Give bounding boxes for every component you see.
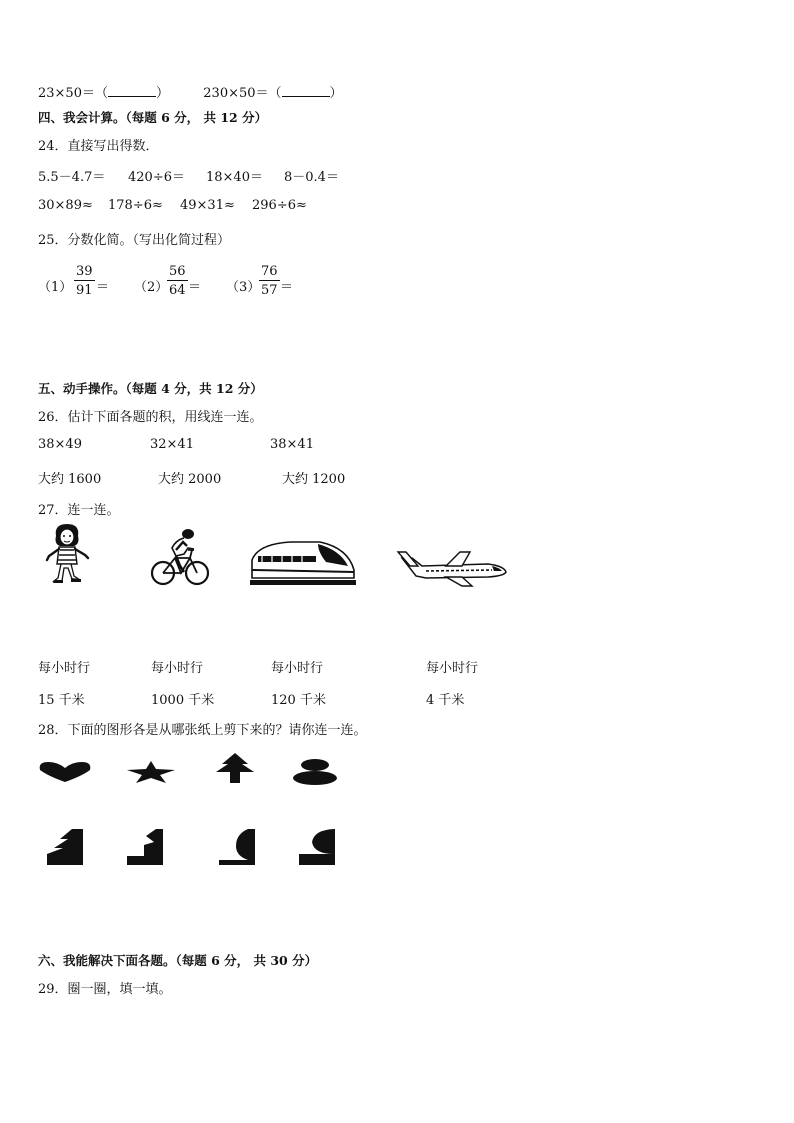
section5-title: 五、动手操作。（每题 4 分，共 12 分） (38, 381, 263, 396)
heart-icon (38, 760, 92, 784)
high-speed-train-icon (248, 538, 358, 588)
q27-speed-label-2: 每小时行 (151, 661, 204, 676)
q23b-expr: 230×50＝（ (203, 86, 282, 101)
section4-title: 四、我会计算。（每题 6 分， 共 12 分） (38, 110, 268, 125)
q24-r2-c3: 49×31≈ (180, 198, 235, 213)
q23b-blank[interactable] (282, 84, 330, 97)
paper-cut-2[interactable] (126, 828, 164, 866)
q25-item2-fraction: $\frac{56}{64}$ (169, 264, 186, 298)
q25-stem: 25．分数化简。（写出化简过程） (38, 233, 231, 248)
q24-r1-c1: 5.5－4.7＝ (38, 170, 106, 185)
q24-r2-c1: 30×89≈ (38, 198, 93, 213)
q27-stem: 27．连一连。 (38, 503, 120, 518)
q23-line: 23×50＝（ ） 230×50＝（ ） (38, 86, 343, 101)
q27-speed-3: 120 千米 (271, 693, 326, 708)
q27-speed-label-3: 每小时行 (271, 661, 324, 676)
q25-item3-label: （3） (226, 280, 261, 295)
q26-answer-1: 大约 1600 (38, 472, 102, 487)
q25-item2-label: （2） (134, 280, 169, 295)
q25-item1-eq: ＝ (96, 280, 110, 295)
q26-expr-1: 38×49 (38, 437, 82, 452)
q24-r1-c4: 8－0.4＝ (284, 170, 339, 185)
q27-speed-1: 15 千米 (38, 693, 85, 708)
q26-expr-3: 38×41 (270, 437, 314, 452)
q27-speed-label-1: 每小时行 (38, 661, 91, 676)
q24-r2-c2: 178÷6≈ (108, 198, 163, 213)
q27-speed-2: 1000 千米 (151, 693, 215, 708)
walking-girl-icon (44, 522, 90, 584)
q26-answer-3: 大约 1200 (282, 472, 346, 487)
q23a-expr: 23×50＝（ (38, 86, 108, 101)
q24-stem: 24．直接写出得数． (38, 139, 159, 154)
mushroom-icon (292, 758, 338, 786)
tree-icon (208, 752, 262, 784)
paper-cut-4[interactable] (298, 828, 336, 866)
q27-speed-4: 4 千米 (426, 693, 465, 708)
q25-item3-fraction: $\frac{76}{57}$ (261, 264, 278, 298)
q23a-blank[interactable] (108, 84, 156, 97)
q29-stem: 29．圈一圈，填一填。 (38, 982, 172, 997)
q26-expr-2: 32×41 (150, 437, 194, 452)
paper-cut-3[interactable] (218, 828, 256, 866)
q24-r1-c3: 18×40＝ (206, 170, 263, 185)
section6-title: 六、我能解决下面各题。（每题 6 分， 共 30 分） (38, 953, 318, 968)
q25-item1-fraction: $\frac{39}{91}$ (76, 264, 93, 298)
q27-speed-label-4: 每小时行 (426, 661, 479, 676)
q24-r2-c4: 296÷6≈ (252, 198, 307, 213)
q25-item2-eq: ＝ (188, 280, 202, 295)
q26-answer-2: 大约 2000 (158, 472, 222, 487)
star-icon (126, 760, 176, 784)
q25-item1-label: （1） (38, 280, 73, 295)
paper-cut-1[interactable] (46, 828, 84, 866)
q24-r1-c2: 420÷6＝ (128, 170, 185, 185)
cyclist-icon (150, 528, 210, 588)
airplane-icon (396, 546, 508, 588)
q26-stem: 26．估计下面各题的积，用线连一连。 (38, 410, 263, 425)
q25-item3-eq: ＝ (280, 280, 294, 295)
q28-stem: 28．下面的图形各是从哪张纸上剪下来的？请你连一连。 (38, 723, 367, 738)
